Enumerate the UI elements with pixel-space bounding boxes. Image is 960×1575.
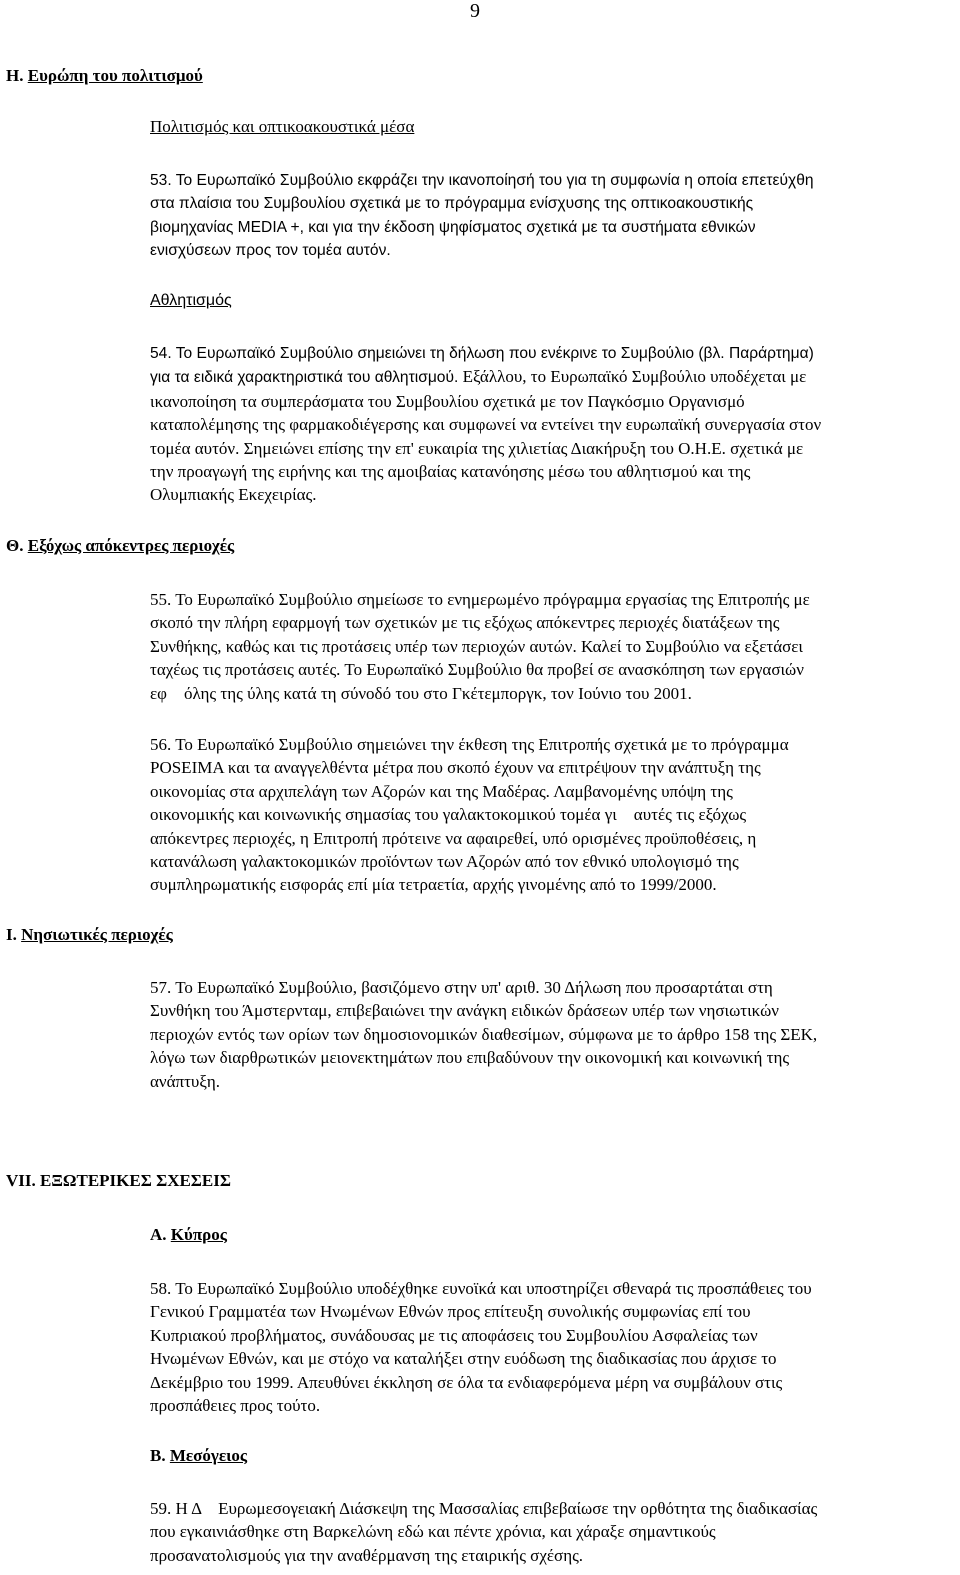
- subheading-culture: Πολιτισμός και οπτικοακουστικά μέσα: [150, 117, 415, 136]
- paragraph-line: POSEIMA και τα αναγγελθέντα μέτρα που σκοπό έχουν να επιτρέψουν την ανάπτυξη της: [150, 758, 761, 778]
- paragraph-line: οικονομίας στα αρχιπελάγη των Αζορών και της Μαδέρας. Λαμβανομένης υπόψη της: [150, 781, 733, 801]
- paragraph-line: κατανάλωση γαλακτοκομικών προϊόντων των Αζορών από τον εθνικό υπολογισμό της: [150, 852, 739, 872]
- section-title: Μεσόγειος: [169, 1446, 248, 1465]
- paragraph-line: Ολυμπιακής Εκεχειρίας.: [150, 485, 317, 505]
- paragraph-line: ικανοποίηση τα συμπεράσματα του Συμβουλίου σχετικά με τον Παγκόσμιο Οργανισμό: [150, 391, 745, 411]
- paragraph-line: στα πλαίσια του Συμβουλίου σχετικά με το πρόγραμμα ενίσχυσης της οπτικοακουστικής: [150, 195, 754, 213]
- paragraph-line: συμπληρωματικής εισφοράς επί μία τετραετία, αρχής γινομένης από το 1999/2000.: [150, 875, 717, 895]
- section-heading-h: [6, 66, 203, 86]
- paragraph-line: ταχέως τις προτάσεις αυτές. Το Ευρωπαϊκό Συμβούλιο θα προβεί σε ανασκόπηση των εργασιών: [150, 660, 804, 680]
- paragraph-line: Συνθήκη του Άμστερνταμ, επιβεβαιώνει την ανάγκη ειδικών δράσεων υπέρ των νησιωτικών: [150, 1001, 779, 1021]
- paragraph-54: [150, 342, 950, 507]
- paragraph-57: [150, 976, 950, 1093]
- paragraph-line: που εγκαινιάσθηκε στη Βαρκελώνη εδώ και πέντε χρόνια, και χάραξε σημαντικούς: [150, 1522, 716, 1542]
- section-title: Νησιωτικές περιοχές: [21, 925, 173, 944]
- paragraph-line: 56. Το Ευρωπαϊκό Συμβούλιο σημειώνει την έκθεση της Επιτροπής σχετικά με το πρόγραμμα: [150, 735, 789, 754]
- paragraph-56: [150, 733, 950, 897]
- section-title: Κύπρος: [170, 1225, 227, 1244]
- paragraph-58: [150, 1277, 950, 1417]
- paragraph-line: Ηνωμένων Εθνών, και με στόχο να καταλήξει στην ευόδωση της διαδικασίας που άρχισε το: [150, 1349, 777, 1369]
- section-title: Εξόχως απόκεντρες περιοχές: [27, 536, 235, 555]
- section-prefix: Θ.: [6, 536, 24, 555]
- paragraph-line: προσανατολισμούς για την αναθέρμανση της εταιρικής σχέσης.: [150, 1545, 584, 1565]
- paragraph-line: προσπάθειες προς τούτο.: [150, 1396, 321, 1416]
- paragraph-line: ανάπτυξη.: [150, 1071, 221, 1091]
- paragraph-line: καταπολέμησης της φαρμακοδιέγερσης και συμφωνεί να εντείνει την ευρωπαϊκή συνεργασία στον: [150, 415, 822, 435]
- paragraph-line: για τα ειδικά χαρακτηριστικά του αθλητισμού.: [150, 369, 459, 387]
- section-prefix: Β.: [150, 1446, 166, 1465]
- subheading-sport: Αθλητισμός: [150, 292, 232, 309]
- subsection-heading-b: [150, 1446, 247, 1466]
- section-prefix: Ι.: [6, 925, 17, 944]
- paragraph-line: βιομηχανίας MEDIA +, και για την έκδοση ψηφίσματος σχετικά με τα συστήματα εθνικών: [150, 218, 756, 236]
- section-heading-iota: [6, 925, 173, 945]
- paragraph-line: σκοπό την πλήρη εφαρμογή των σχετικών με τις εξόχως απόκεντρες περιοχές διατάξεων της: [150, 613, 780, 633]
- paragraph-line: Εξάλλου, το Ευρωπαϊκό Συμβούλιο υποδέχεται με: [462, 367, 807, 387]
- paragraph-line: οικονομικής και κοινωνικής σημασίας του γαλακτοκομικού τομέα γι αυτές τις εξόχως: [150, 805, 747, 825]
- paragraph-line: Δεκέμβριο του 1999. Απευθύνει έκκληση σε όλα τα ενδιαφερόμενα μέρη να συμβάλουν στις: [150, 1372, 783, 1392]
- paragraph-55: [150, 588, 950, 705]
- subsection-heading-a: [150, 1225, 227, 1245]
- paragraph-line: την προαγωγή της ειρήνης και της αμοιβαίας κατανόησης μέσω του αθλητισμού και της: [150, 462, 751, 482]
- chapter-heading: VII. ΕΞΩΤΕΡΙΚΕΣ ΣΧΕΣΕΙΣ: [6, 1171, 231, 1190]
- paragraph-line: Κυπριακού προβλήματος, συνάδουσας με τις αποφάσεις του Συμβουλίου Ασφαλείας των: [150, 1325, 758, 1345]
- paragraph-53: [150, 169, 950, 263]
- paragraph-line: τομέα αυτόν. Σημειώνει επίσης την επ' ευκαιρία της χιλιετίας Διακήρυξη του Ο.Η.Ε. σχετικά με: [150, 438, 804, 458]
- section-prefix: Η.: [6, 66, 24, 85]
- paragraph-line: Γενικού Γραμματέα των Ηνωμένων Εθνών προς επίτευξη συνολικής συμφωνίας επί του: [150, 1302, 751, 1322]
- paragraph-line: 58. Το Ευρωπαϊκό Συμβούλιο υποδέχθηκε ευνοϊκά και υποστηρίζει σθεναρά τις προσπάθειες του: [150, 1279, 812, 1298]
- paragraph-line: ενισχύσεων προς τον τομέα αυτόν.: [150, 242, 391, 260]
- paragraph-line: 53. Το Ευρωπαϊκό Συμβούλιο εκφράζει την ικανοποίησή του για τη συμφωνία η οποία επετεύχθη: [150, 172, 814, 189]
- paragraph-line: 59. Η Δ Ευρωμεσογειακή Διάσκεψη της Μασσαλίας επιβεβαίωσε την ορθότητα της διαδικασίας: [150, 1499, 818, 1518]
- paragraph-59: [150, 1497, 950, 1567]
- section-heading-theta: [6, 536, 234, 556]
- section-prefix: Α.: [150, 1225, 167, 1244]
- page-number: 9: [470, 0, 480, 22]
- paragraph-line: περιοχών εντός των ορίων των δημοσιονομικών διαθεσίμων, σύμφωνα με το άρθρο 158 της ΣΕΚ,: [150, 1024, 818, 1044]
- paragraph-line: λόγω των διαρθρωτικών μειονεκτημάτων που επιβαδύνουν την οικονομική και κοινωνική της: [150, 1048, 790, 1068]
- section-title: Ευρώπη του πολιτισμού: [27, 66, 203, 85]
- paragraph-line: απόκεντρες περιοχές, η Επιτροπή πρότεινε να αφαιρεθεί, υπό ορισμένες προϋποθέσεις, η: [150, 828, 757, 848]
- paragraph-line: εφ όλης της ύλης κατά τη σύνοδό του στο Γκέτεμποργκ, τον Ιούνιο του 2001.: [150, 683, 692, 703]
- paragraph-line: 55. Το Ευρωπαϊκό Συμβούλιο σημείωσε το ενημερωμένο πρόγραμμα εργασίας της Επιτροπής με: [150, 590, 810, 609]
- paragraph-line: Συνθήκης, καθώς και τις προτάσεις υπέρ των περιοχών αυτών. Καλεί το Συμβούλιο να εξετάσει: [150, 636, 803, 656]
- paragraph-line: 54. Το Ευρωπαϊκό Συμβούλιο σημειώνει τη δήλωση που ενέκρινε το Συμβούλιο (βλ. Παράρτημα): [150, 345, 814, 362]
- paragraph-line: 57. Το Ευρωπαϊκό Συμβούλιο, βασιζόμενο στην υπ' αριθ. 30 Δήλωση που προσαρτάται στη: [150, 978, 773, 997]
